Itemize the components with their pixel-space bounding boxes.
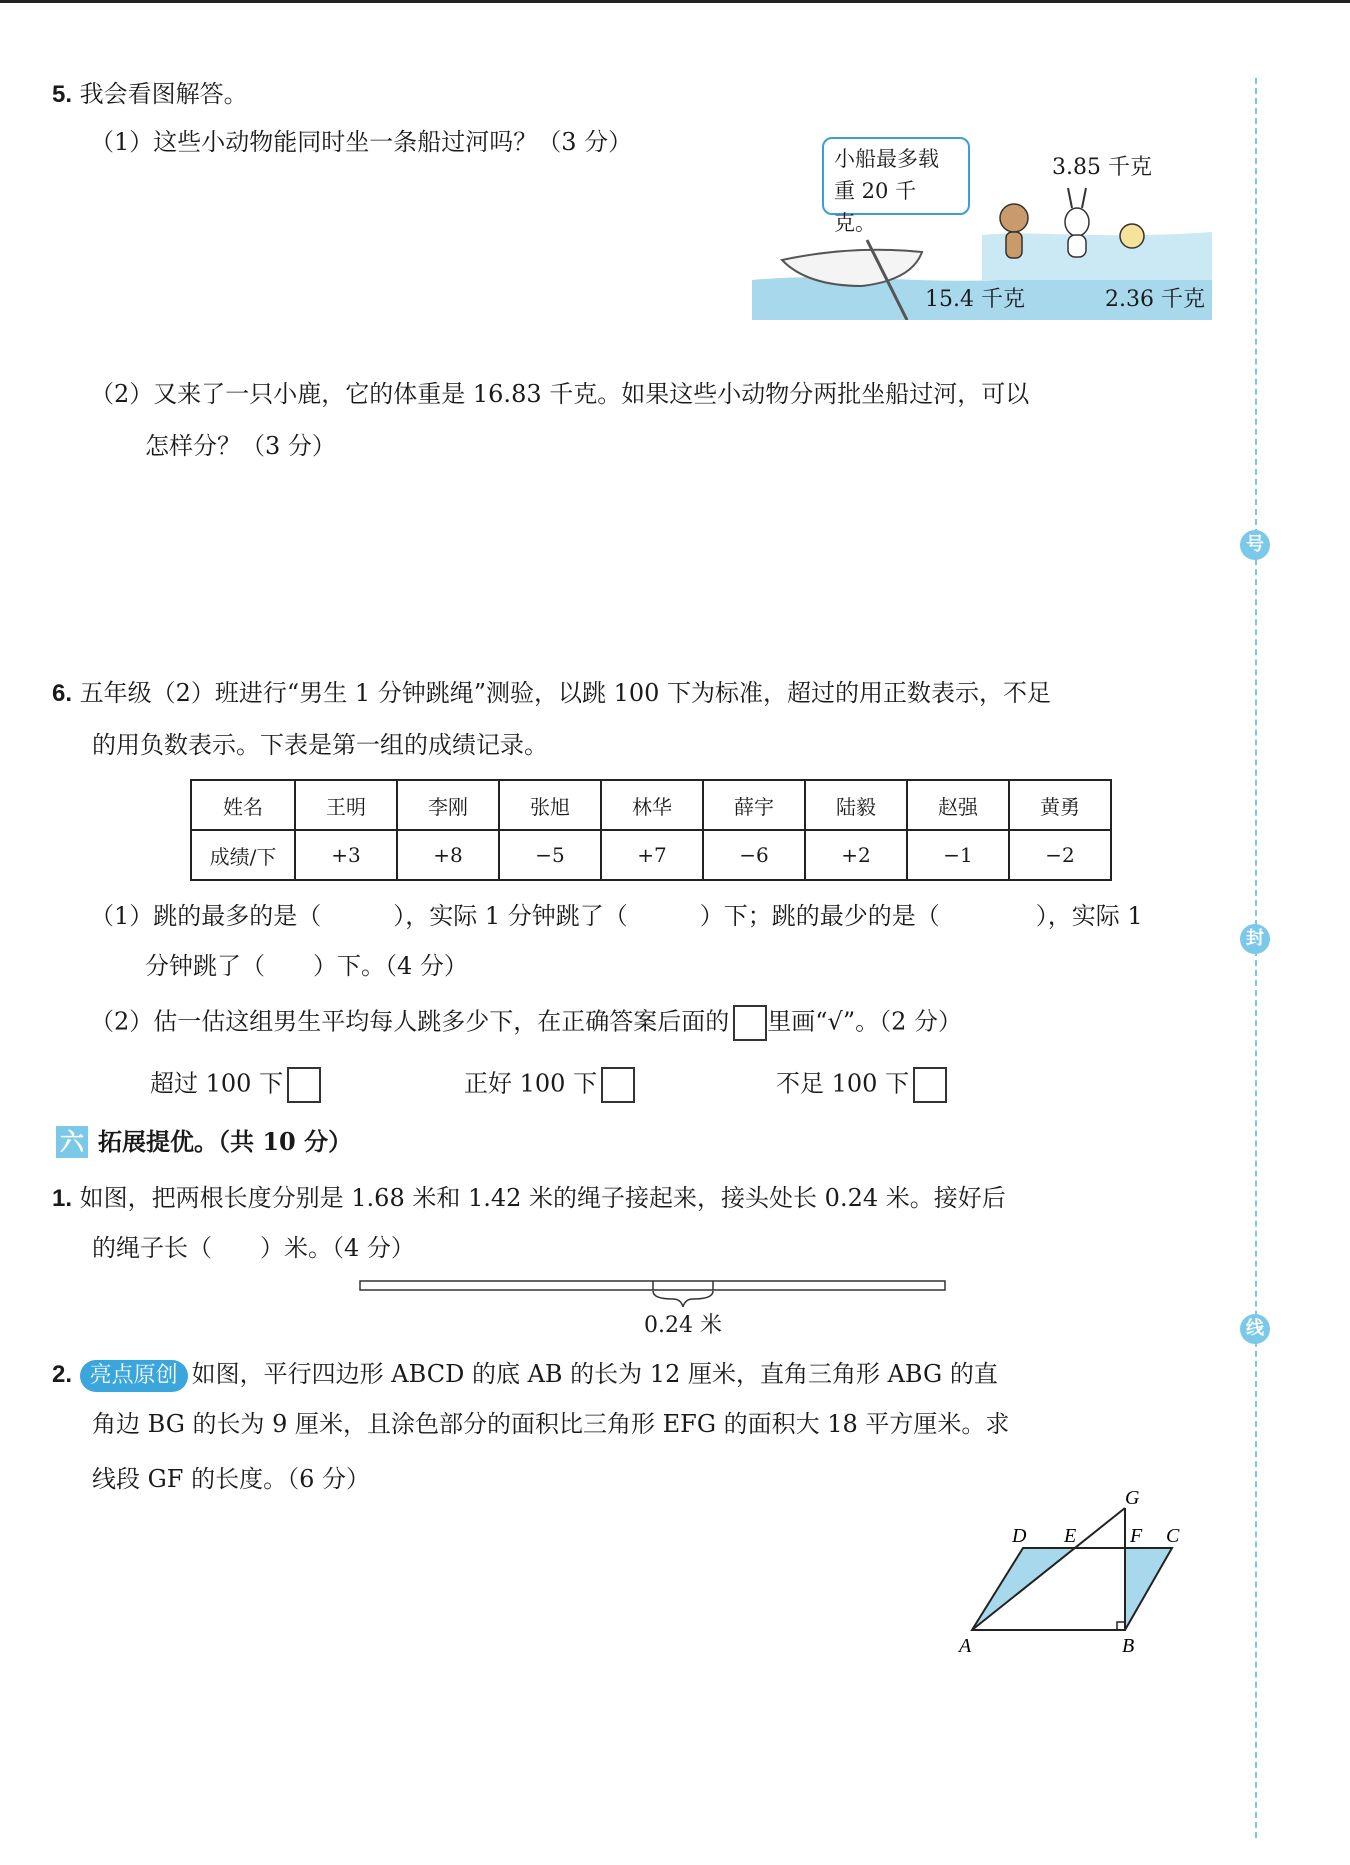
- option-exact-label: 正好 100 下: [464, 1069, 598, 1098]
- table-row-scores: [191, 830, 1111, 880]
- q6-part1-line1: （1）跳的最多的是（ ），实际 1 分钟跳了（ ）下；跳的最少的是（ ），实际 1: [90, 902, 1143, 930]
- table-header-name: 姓名: [191, 780, 295, 830]
- e2-line3: 线段 GF 的长度。（6 分）: [92, 1465, 370, 1493]
- monkey: [1000, 204, 1028, 232]
- e1-number: 1.: [52, 1185, 73, 1212]
- table-cell: −1: [907, 830, 1009, 880]
- table-cell: −2: [1009, 830, 1111, 880]
- table-header-score: 成绩/下: [191, 830, 295, 880]
- q5-title: 我会看图解答。: [79, 80, 248, 108]
- chick-weight: 2.36 千克: [1105, 287, 1205, 312]
- label-d: D: [1012, 1525, 1027, 1547]
- q6-part1-line2: 分钟跳了（ ）下。（4 分）: [145, 952, 468, 980]
- boat-capacity-bubble: [822, 137, 970, 235]
- table-cell: +7: [601, 830, 703, 880]
- q6-part2-text-a: （2）估一估这组男生平均每人跳多少下，在正确答案后面的: [90, 1007, 730, 1036]
- parallelogram-figure: [950, 1480, 1200, 1660]
- chick: [1120, 224, 1144, 248]
- e2-number: 2.: [52, 1361, 73, 1388]
- table-cell: 张旭: [499, 780, 601, 830]
- label-c: C: [1166, 1525, 1180, 1547]
- e1-line2: 的绳子长（ ）米。（4 分）: [92, 1234, 415, 1262]
- option-exactly-100: [464, 1067, 635, 1103]
- binding-mark-2: 封: [1240, 924, 1270, 954]
- option-over-100: [150, 1067, 321, 1103]
- option-under-100: [776, 1067, 947, 1103]
- original-highlight-tag: 亮点原创: [80, 1360, 188, 1392]
- table-cell: −5: [499, 830, 601, 880]
- q6-part2-text-b: 里画“√”。（2 分）: [767, 1007, 963, 1036]
- e1-line1: [52, 1182, 1006, 1215]
- q6-number: 6.: [52, 680, 73, 707]
- q5-number: 5.: [52, 81, 73, 108]
- section6-badge: 六: [56, 1126, 88, 1158]
- label-a: A: [959, 1635, 972, 1657]
- checkbox-over-100[interactable]: [287, 1067, 321, 1103]
- option-under-label: 不足 100 下: [776, 1069, 910, 1098]
- label-e: E: [1064, 1525, 1077, 1547]
- table-cell: 薛宇: [703, 780, 805, 830]
- table-cell: +2: [805, 830, 907, 880]
- table-row-names: [191, 780, 1111, 830]
- table-cell: +3: [295, 830, 397, 880]
- table-cell: 李刚: [397, 780, 499, 830]
- table-cell: 陆毅: [805, 780, 907, 830]
- table-cell: 林华: [601, 780, 703, 830]
- rabbit-weight: 3.85 千克: [1052, 155, 1152, 180]
- section6-heading: [56, 1126, 352, 1158]
- joint-length-label: 0.24 米: [644, 1313, 722, 1338]
- table-cell: +8: [397, 830, 499, 880]
- q6-part2: [90, 1005, 962, 1041]
- label-b: B: [1122, 1635, 1135, 1657]
- answer-box-example: [733, 1005, 767, 1041]
- q6-line1: [52, 677, 1051, 710]
- binding-mark-3: 线: [1240, 1314, 1270, 1344]
- e2-line1-text: 如图，平行四边形 ABCD 的底 AB 的长为 12 厘米，直角三角形 ABG 的直: [191, 1360, 998, 1388]
- q6-line2: 的用负数表示。下表是第一组的成绩记录。: [92, 731, 548, 759]
- table-cell: 黄勇: [1009, 780, 1111, 830]
- right-angle-mark: [1117, 1622, 1125, 1630]
- q5-heading: [52, 78, 248, 111]
- binding-dashed-line: [1255, 78, 1257, 1838]
- monkey-weight: 15.4 千克: [925, 287, 1025, 312]
- label-g: G: [1125, 1487, 1140, 1509]
- q5-part2-line2: 怎样分？（3 分）: [145, 432, 336, 460]
- q5-part2-line1: （2）又来了一只小鹿，它的体重是 16.83 千克。如果这些小动物分两批坐船过河，可以: [90, 380, 1030, 408]
- q5-part1: （1）这些小动物能同时坐一条船过河吗？（3 分）: [90, 128, 633, 156]
- table-cell: 赵强: [907, 780, 1009, 830]
- joint-brace: [653, 1291, 713, 1307]
- q6-line1-text: 五年级（2）班进行“男生 1 分钟跳绳”测验，以跳 100 下为标准，超过的用正数表示，不足: [79, 679, 1052, 707]
- section6-title: 拓展提优。（共 10 分）: [98, 1127, 353, 1156]
- e1-line1-text: 如图，把两根长度分别是 1.68 米和 1.42 米的绳子接起来，接头处长 0.24 米。接好后: [79, 1184, 1006, 1212]
- bubble-line2: 重 20 千克。: [834, 179, 917, 235]
- label-f: F: [1130, 1525, 1143, 1547]
- table-cell: 王明: [295, 780, 397, 830]
- line-ag: [972, 1508, 1125, 1630]
- e2-line1: [52, 1358, 998, 1392]
- checkbox-exactly-100[interactable]: [601, 1067, 635, 1103]
- top-border: [0, 0, 1350, 3]
- score-table: [190, 779, 1112, 881]
- rabbit: [1065, 208, 1089, 236]
- e2-line2: 角边 BG 的长为 9 厘米，且涂色部分的面积比三角形 EFG 的面积大 18 平方厘米。求: [92, 1410, 1010, 1438]
- table-cell: −6: [703, 830, 805, 880]
- option-over-label: 超过 100 下: [150, 1069, 284, 1098]
- bubble-line1: 小船最多载: [834, 147, 939, 171]
- binding-mark-1: 号: [1240, 530, 1270, 560]
- checkbox-under-100[interactable]: [913, 1067, 947, 1103]
